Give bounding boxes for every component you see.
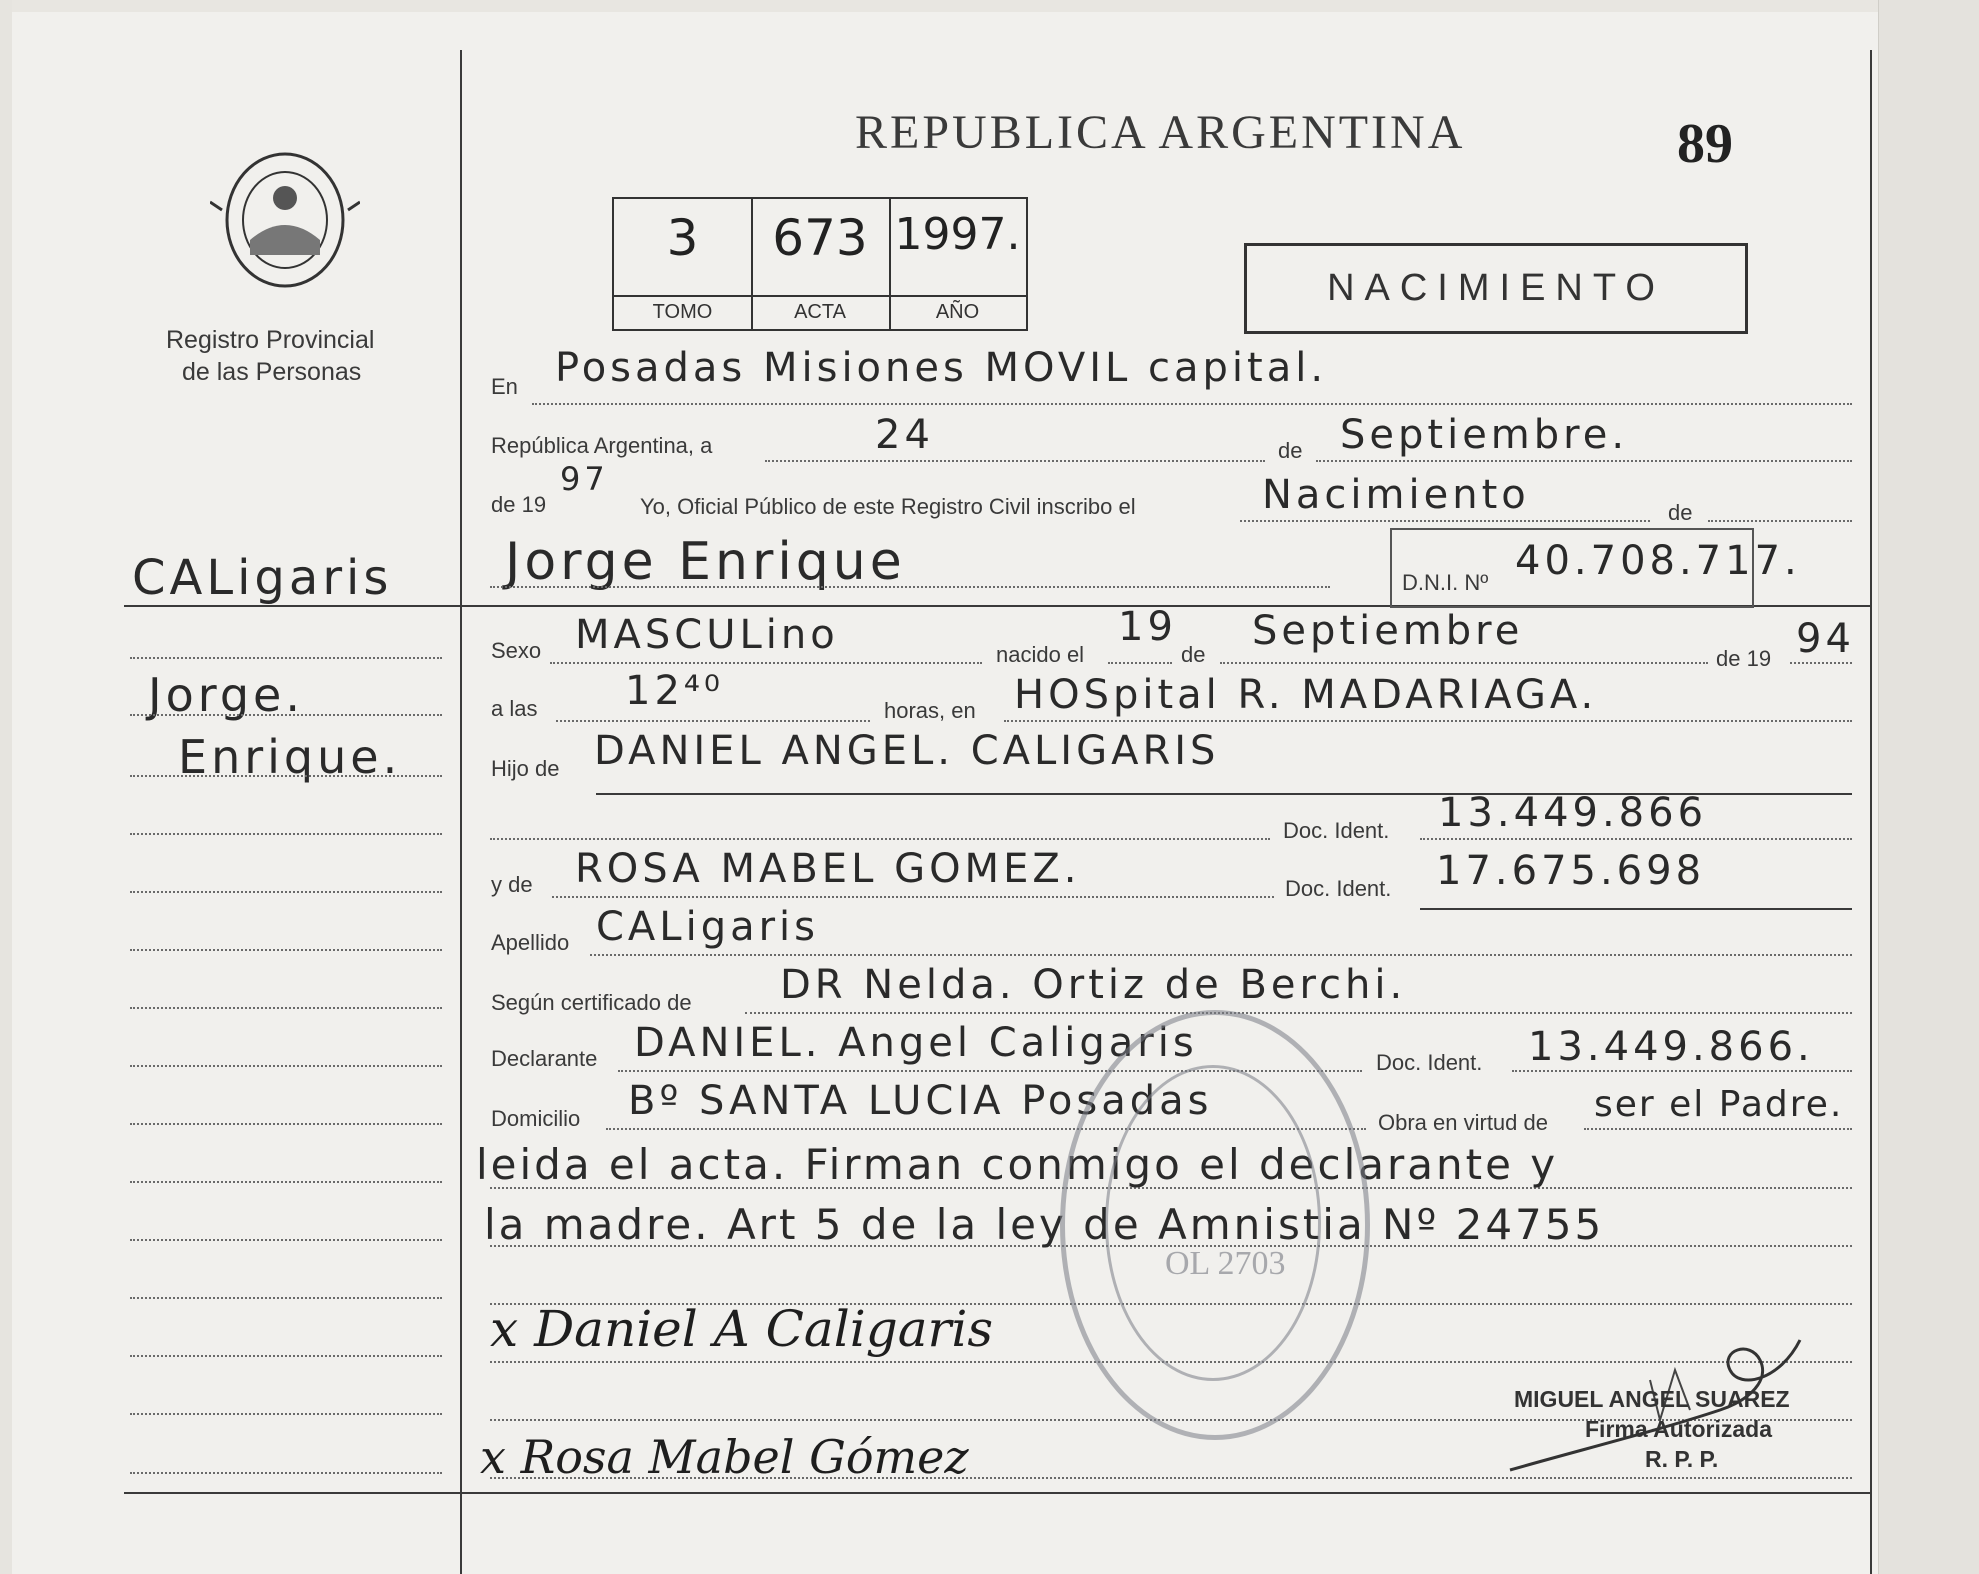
- declarante-doc-line: [1512, 1070, 1852, 1072]
- official-stamp-inner-ring: [1105, 1065, 1321, 1381]
- hijo-label: Hijo de: [491, 756, 560, 781]
- act-type-label: NACIMIENTO: [1327, 267, 1665, 309]
- segun-label: Según certificado de: [491, 990, 692, 1015]
- domicilio-value: Bº SANTA LUCIA Posadas: [628, 1078, 1213, 1124]
- mother-doc: 17.675.698: [1436, 848, 1706, 894]
- birthday-line: [1108, 662, 1172, 664]
- domicilio-label: Domicilio: [491, 1106, 581, 1131]
- yo-label: Yo, Oficial Público de este Registro Civil inscribo el: [640, 494, 1136, 519]
- birth-day: 19: [1118, 604, 1177, 650]
- tomo-value: 3: [666, 209, 699, 267]
- acta-value: 673: [772, 209, 868, 267]
- horas-label: horas, en: [884, 698, 976, 723]
- alas-label: a las: [491, 696, 538, 721]
- notes-line1: leida el acta. Firman conmigo el declarante y: [476, 1140, 1559, 1189]
- registry-name-line1: Registro Provincial: [166, 326, 375, 354]
- dni-value: 40.708.717.: [1515, 538, 1801, 584]
- child-name: Jorge Enrique: [505, 532, 906, 592]
- page-number: 89: [1677, 113, 1733, 175]
- right-border: [1870, 50, 1872, 1574]
- de-label: de: [1278, 438, 1303, 463]
- margin-given-line2: Enrique.: [178, 730, 402, 784]
- act-line: [1240, 520, 1650, 522]
- father-doc-line: [1420, 838, 1852, 840]
- hour-value: 12⁴⁰: [625, 668, 724, 714]
- margin-line: [130, 1297, 442, 1299]
- stamp-number: OL 2703: [1165, 1245, 1286, 1282]
- margin-line: [130, 1472, 442, 1474]
- margin-line: [130, 1239, 442, 1241]
- mother-doc-label: Doc. Ident.: [1285, 876, 1392, 901]
- yde-label: y de: [491, 872, 533, 897]
- acta-cell: [751, 199, 891, 329]
- anio-label: AÑO: [889, 295, 1026, 324]
- father-signature: x Daniel A Caligaris: [490, 1300, 994, 1358]
- page-title: REPUBLICA ARGENTINA: [855, 106, 1466, 159]
- paper-left-edge: [0, 0, 12, 1574]
- margin-line: [130, 1065, 442, 1067]
- margin-line: [130, 1181, 442, 1183]
- declarante-doc-label: Doc. Ident.: [1376, 1050, 1483, 1075]
- birth-year: 94: [1796, 616, 1855, 662]
- de-label3: de: [1181, 642, 1206, 667]
- father-doc-line-left: [490, 838, 1270, 840]
- father-doc-label: Doc. Ident.: [1283, 818, 1390, 843]
- day-line: [765, 460, 1265, 462]
- mother-doc-line: [1420, 908, 1852, 910]
- margin-line: [130, 775, 442, 777]
- name-line: [490, 586, 1330, 588]
- declarante-label: Declarante: [491, 1046, 598, 1071]
- margin-line: [130, 949, 442, 951]
- declarante-doc: 13.449.866.: [1528, 1024, 1814, 1070]
- segun-value: DR Nelda. Ortiz de Berchi.: [780, 962, 1407, 1008]
- year-value: 97: [560, 460, 609, 498]
- birthmonth-line: [1220, 662, 1708, 664]
- de-label2: de: [1668, 500, 1693, 525]
- acta-label: ACTA: [751, 295, 889, 324]
- de-line2: [1708, 520, 1852, 522]
- apellido-label: Apellido: [491, 930, 570, 955]
- mother-value: ROSA MABEL GOMEZ.: [575, 846, 1081, 892]
- anio-value: 1997.: [894, 209, 1021, 260]
- de19-label: de 19: [491, 492, 547, 517]
- birth-month: Septiembre: [1252, 608, 1524, 654]
- act-type-box: [1244, 243, 1748, 334]
- act-value: Nacimiento: [1262, 472, 1530, 518]
- margin-given-line1: Jorge.: [148, 668, 304, 722]
- sexo-line: [550, 662, 982, 664]
- registration-box: [612, 197, 1028, 331]
- day-value: 24: [875, 412, 934, 458]
- place-value: HOSpital R. MADARIAGA.: [1014, 672, 1598, 718]
- mother-signature: x Rosa Mabel Gómez: [480, 1430, 969, 1484]
- margin-line: [130, 891, 442, 893]
- obra-value: ser el Padre.: [1594, 1084, 1844, 1125]
- notes-line2: la madre. Art 5 de la ley de Amnistia Nº 24755: [484, 1200, 1605, 1249]
- father-value: DANIEL ANGEL. CALIGARIS: [594, 728, 1220, 774]
- en-line: [532, 403, 1852, 405]
- official-org: R. P. P.: [1645, 1446, 1719, 1472]
- margin-line: [130, 714, 442, 716]
- father-doc: 13.449.866: [1438, 790, 1708, 836]
- apellido-line: [590, 954, 1852, 956]
- birthyear-line: [1790, 662, 1852, 664]
- republica-label: República Argentina, a: [491, 433, 713, 458]
- nacido-label: nacido el: [996, 642, 1085, 667]
- official-title: Firma Autorizada: [1585, 1416, 1773, 1442]
- obra-label: Obra en virtud de: [1378, 1110, 1548, 1135]
- place-line: [1004, 720, 1852, 722]
- next-page-edge: [1878, 0, 1979, 1574]
- margin-divider: [460, 50, 462, 1574]
- declarante-value: DANIEL. Angel Caligaris: [634, 1020, 1198, 1066]
- en-value: Posadas Misiones MOVIL capital.: [555, 345, 1328, 391]
- mother-line: [552, 896, 1274, 898]
- apellido-value: CALigaris: [596, 904, 819, 950]
- tomo-label: TOMO: [614, 295, 751, 324]
- margin-line: [130, 1413, 442, 1415]
- hour-line: [556, 720, 870, 722]
- official-stamp: [1060, 1010, 1370, 1440]
- margin-surname: CALigaris: [132, 550, 393, 606]
- anio-cell: [889, 199, 1026, 329]
- en-label: En: [491, 374, 518, 399]
- margin-line: [130, 657, 442, 659]
- margin-line: [130, 1123, 442, 1125]
- dni-label: D.N.I. Nº: [1402, 570, 1489, 595]
- segun-line: [745, 1012, 1852, 1014]
- official-name: MIGUEL ANGEL SUAREZ: [1514, 1386, 1790, 1412]
- province-seal-icon: [210, 140, 360, 300]
- margin-line: [130, 833, 442, 835]
- tomo-cell: [614, 199, 753, 329]
- margin-line: [130, 1007, 442, 1009]
- month-value: Septiembre.: [1340, 412, 1629, 458]
- de19-label2: de 19: [1716, 646, 1772, 671]
- obra-line: [1584, 1128, 1852, 1130]
- margin-line: [130, 1355, 442, 1357]
- sexo-value: MASCULino: [575, 612, 839, 658]
- registry-name-line2: de las Personas: [182, 358, 362, 386]
- month-line: [1316, 460, 1852, 462]
- sexo-label: Sexo: [491, 638, 542, 663]
